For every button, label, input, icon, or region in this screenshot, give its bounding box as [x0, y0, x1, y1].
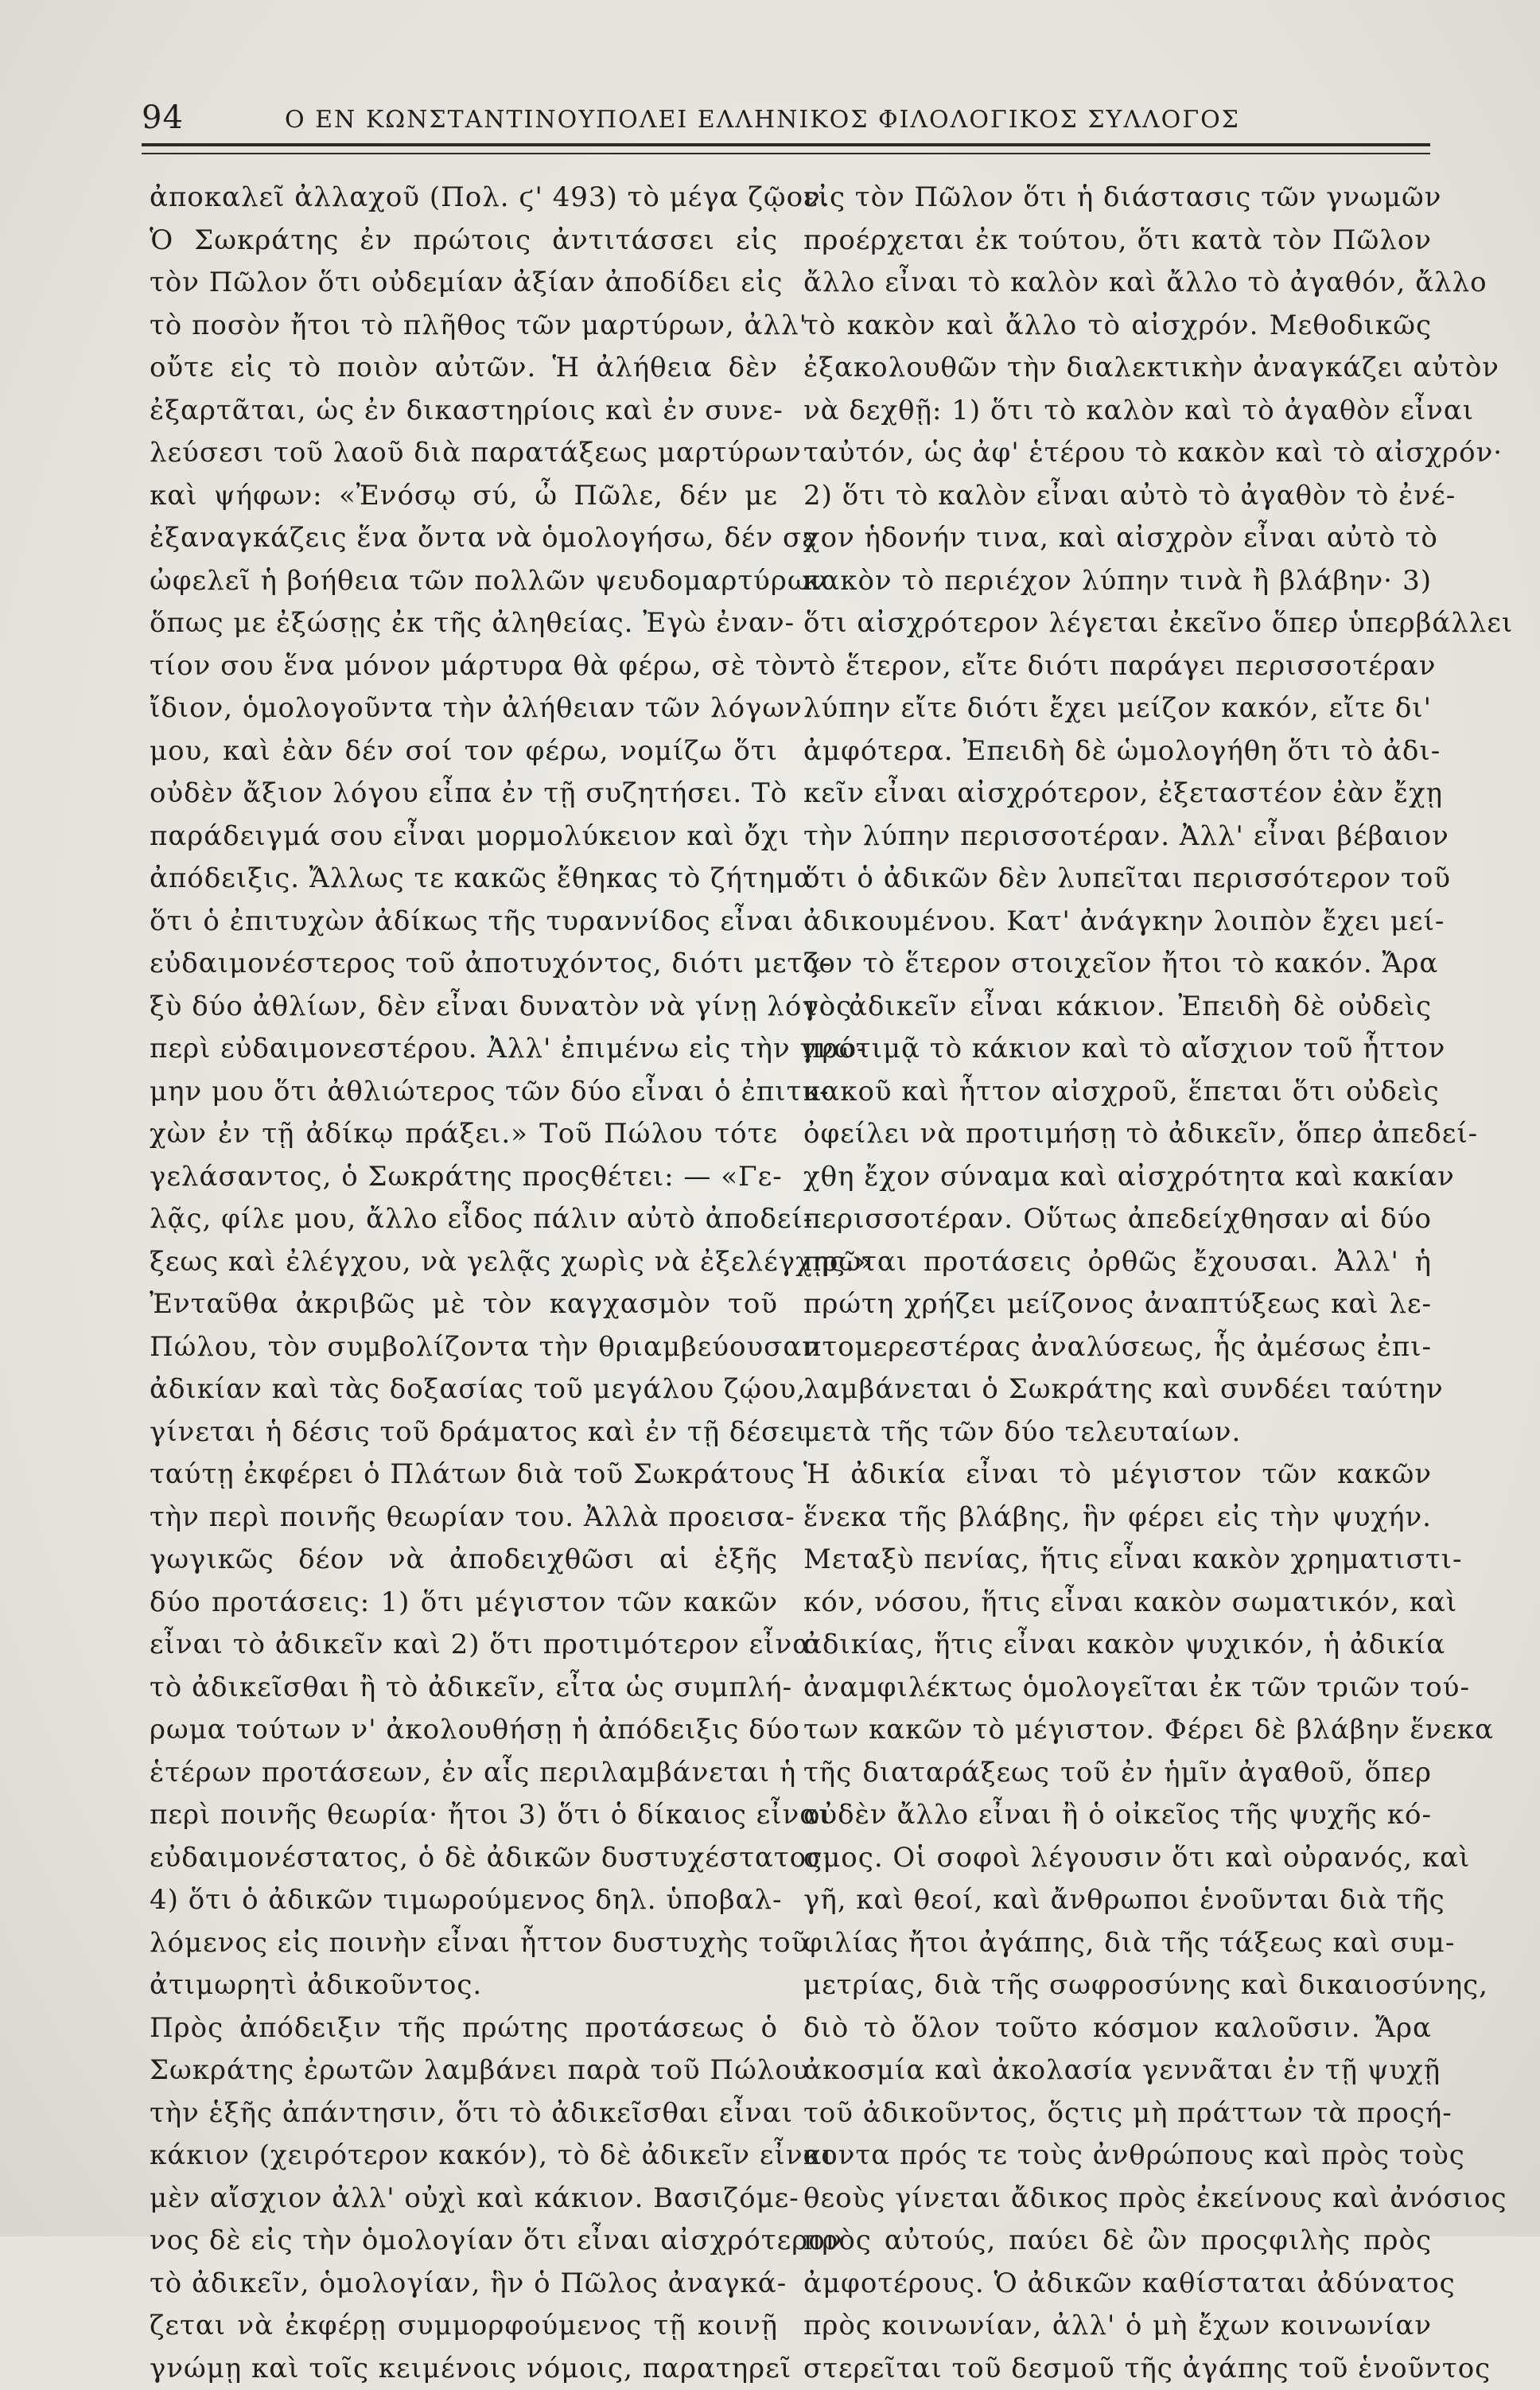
right-text-column — [803, 177, 1432, 2390]
text-line: ἀδικίας, ἥτις εἶναι κακὸν ψυχικόν, ἡ ἀδικία — [803, 1624, 1432, 1667]
text-line: ὅτι αἰσχρότερον λέγεται ἐκεῖνο ὅπερ ὑπερβάλλει — [803, 602, 1432, 645]
text-line: προτιμᾷ τὸ κάκιον καὶ τὸ αἴσχιον τοῦ ἧττον — [803, 1028, 1432, 1071]
text-line: περισσοτέραν. Οὕτως ἀπεδείχθησαν αἱ δύο — [803, 1198, 1432, 1241]
text-line: Πώλου, τὸν συμβολίζοντα τὴν θριαμβεύουσαν — [150, 1326, 778, 1369]
text-line: πρὸς αὐτούς, παύει δὲ ὢν προςφιλὴς πρὸς — [803, 2220, 1432, 2263]
text-line: κακοῦ καὶ ἧττον αἰσχροῦ, ἕπεται ὅτι οὐδεὶς — [803, 1071, 1432, 1114]
text-line: λύπην εἴτε διότι ἔχει μείζον κακόν, εἴτε δι' — [803, 687, 1432, 730]
text-line: τὸ ἕτερον, εἴτε διότι παράγει περισσοτέραν — [803, 645, 1432, 688]
text-line: οὔτε εἰς τὸ ποιὸν αὐτῶν. Ἡ ἀλήθεια δὲν — [150, 347, 778, 390]
text-line: Σωκράτης ἐρωτῶν λαμβάνει παρὰ τοῦ Πώλου — [150, 2049, 778, 2092]
text-line: ἀδικουμένου. Κατ' ἀνάγκην λοιπὸν ἔχει μεί- — [803, 901, 1432, 944]
text-line: τὸν Πῶλον ὅτι οὐδεμίαν ἀξίαν ἀποδίδει εἰς — [150, 262, 778, 305]
text-line: τίον σου ἕνα μόνον μάρτυρα θὰ φέρω, σὲ τὸν — [150, 645, 778, 688]
text-line: δύο προτάσεις: 1) ὅτι μέγιστον τῶν κακῶν — [150, 1582, 778, 1625]
text-line: κεῖν εἶναι αἰσχρότερον, ἐξεταστέον ἐὰν ἔχῃ — [803, 773, 1432, 815]
text-line: ἕνεκα τῆς βλάβης, ἣν φέρει εἰς τὴν ψυχήν. — [803, 1497, 1432, 1539]
text-line: πτομερεστέρας ἀναλύσεως, ἧς ἀμέσως ἐπι- — [803, 1326, 1432, 1369]
text-line: γίνεται ἡ δέσις τοῦ δράματος καὶ ἐν τῇ δέσει — [150, 1411, 778, 1454]
text-line: λόμενος εἰς ποινὴν εἶναι ἧττον δυστυχὴς τοῦ — [150, 1922, 778, 1965]
text-line: τὸ ἀδικεῖν εἶναι κάκιον. Ἐπειδὴ δὲ οὐδεὶς — [803, 986, 1432, 1029]
text-line: σμος. Οἱ σοφοὶ λέγουσιν ὅτι καὶ οὐρανός, καὶ — [803, 1837, 1432, 1880]
text-line: χὼν ἐν τῇ ἀδίκῳ πράξει.» Τοῦ Πώλου τότε — [150, 1113, 778, 1156]
text-line: ἀκοσμία καὶ ἀκολασία γεννᾶται ἐν τῇ ψυχῇ — [803, 2049, 1432, 2092]
text-line: Ὁ Σωκράτης ἐν πρώτοις ἀντιτάσσει εἰς — [150, 220, 778, 263]
text-line: φιλίας ἤτοι ἀγάπης, διὰ τῆς τάξεως καὶ συμ- — [803, 1922, 1432, 1965]
text-line: Πρὸς ἀπόδειξιν τῆς πρώτης προτάσεως ὁ — [150, 2007, 778, 2050]
text-line: εὐδαιμονέστατος, ὁ δὲ ἀδικῶν δυστυχέστατος· — [150, 1837, 778, 1880]
text-line: ἄλλο εἶναι τὸ καλὸν καὶ ἄλλο τὸ ἀγαθόν, ἄλλο — [803, 262, 1432, 305]
page-number: 94 — [142, 99, 184, 136]
text-line: ἀποκαλεῖ ἀλλαχοῦ (Πολ. ϛ' 493) τὸ μέγα ζῷον. — [150, 177, 778, 220]
text-line: οὐδὲν ἄλλο εἶναι ἢ ὁ οἰκεῖος τῆς ψυχῆς κό- — [803, 1794, 1432, 1837]
text-line: εὐδαιμονέστερος τοῦ ἀποτυχόντος, διότι μετα- — [150, 943, 778, 986]
text-line: ἀμφοτέρους. Ὁ ἀδικῶν καθίσταται ἀδύνατος — [803, 2263, 1432, 2306]
text-line: λᾷς, φίλε μου, ἄλλο εἶδος πάλιν αὐτὸ ἀποδεί- — [150, 1198, 778, 1241]
text-line: πρὸς κοινωνίαν, ἀλλ' ὁ μὴ ἔχων κοινωνίαν — [803, 2305, 1432, 2348]
text-line: πρώτη χρήζει μείζονος ἀναπτύξεως καὶ λε- — [803, 1283, 1432, 1326]
text-line: ὅτι ὁ ἀδικῶν δὲν λυπεῖται περισσότερον τοῦ — [803, 858, 1432, 901]
text-line: μὲν αἴσχιον ἀλλ' οὐχὶ καὶ κάκιον. Βασιζόμε- — [150, 2178, 778, 2221]
text-line: γῆ, καὶ θεοί, καὶ ἄνθρωποι ἑνοῦνται διὰ τῆς — [803, 1879, 1432, 1922]
text-line: λαμβάνεται ὁ Σωκράτης καὶ συνδέει ταύτην — [803, 1368, 1432, 1411]
text-line: εἶναι τὸ ἀδικεῖν καὶ 2) ὅτι προτιμότερον εἶναι — [150, 1624, 778, 1667]
text-line: τὸ ἀδικεῖσθαι ἢ τὸ ἀδικεῖν, εἶτα ὡς συμπλή- — [150, 1667, 778, 1710]
text-line: ὠφελεῖ ἡ βοήθεια τῶν πολλῶν ψευδομαρτύρων — [150, 560, 778, 603]
text-line: πρῶται προτάσεις ὀρθῶς ἔχουσαι. Ἀλλ' ἡ — [803, 1241, 1432, 1284]
text-line: ἐξακολουθῶν τὴν διαλεκτικὴν ἀναγκάζει αὐτὸν — [803, 347, 1432, 390]
text-line: ταύτῃ ἐκφέρει ὁ Πλάτων διὰ τοῦ Σωκράτους — [150, 1454, 778, 1497]
text-line: ἐξαναγκάζεις ἕνα ὄντα νὰ ὁμολογήσω, δέν σε — [150, 517, 778, 560]
text-line: ὅτι ὁ ἐπιτυχὼν ἀδίκως τῆς τυραννίδος εἶναι — [150, 901, 778, 944]
header-rule-thin — [142, 153, 1430, 154]
running-title: Ο ΕΝ ΚΩΝΣΤΑΝΤΙΝΟΥΠΟΛΕΙ ΕΛΛΗΝΙΚΟΣ ΦΙΛΟΛΟΓΙΚΟΣ ΣΥΛΛΟΓΟΣ — [285, 106, 1240, 134]
text-line: ἀδικίαν καὶ τὰς δοξασίας τοῦ μεγάλου ζῴου, — [150, 1368, 778, 1411]
text-line: μετὰ τῆς τῶν δύο τελευταίων. — [803, 1411, 1432, 1454]
text-line: ἀπόδειξις. Ἄλλως τε κακῶς ἔθηκας τὸ ζήτημα — [150, 858, 778, 901]
text-line: ἀτιμωρητὶ ἀδικοῦντος. — [150, 1964, 778, 2007]
text-line: ἐξαρτᾶται, ὡς ἐν δικαστηρίοις καὶ ἐν συνε- — [150, 390, 778, 433]
text-line: μου, καὶ ἐὰν δέν σοί τον φέρω, νομίζω ὅτι — [150, 730, 778, 773]
text-line: των κακῶν τὸ μέγιστον. Φέρει δὲ βλάβην ἕνεκα — [803, 1709, 1432, 1752]
text-line: τὸ ποσὸν ἤτοι τὸ πλῆθος τῶν μαρτύρων, ἀλλ' — [150, 305, 778, 348]
text-line: κακὸν τὸ περιέχον λύπην τινὰ ἢ βλάβην· 3) — [803, 560, 1432, 603]
text-line: κόν, νόσου, ἥτις εἶναι κακὸν σωματικόν, καὶ — [803, 1582, 1432, 1625]
text-line: Ἡ ἀδικία εἶναι τὸ μέγιστον τῶν κακῶν — [803, 1454, 1432, 1497]
text-line: ἀναμφιλέκτως ὁμολογεῖται ἐκ τῶν τριῶν τού- — [803, 1667, 1432, 1710]
text-line: ξεως καὶ ἐλέγχου, νὰ γελᾷς χωρὶς νὰ ἐξελέγχῃς.» — [150, 1241, 778, 1284]
text-line: μην μου ὅτι ἀθλιώτερος τῶν δύο εἶναι ὁ ἐπιτυ- — [150, 1071, 778, 1114]
text-line: τὴν ἑξῆς ἀπάντησιν, ὅτι τὸ ἀδικεῖσθαι εἶναι — [150, 2092, 778, 2135]
text-line: Ἐνταῦθα ἀκριβῶς μὲ τὸν καγχασμὸν τοῦ — [150, 1283, 778, 1326]
text-line: εἰς τὸν Πῶλον ὅτι ἡ διάστασις τῶν γνωμῶν — [803, 177, 1432, 220]
text-line: τὴν περὶ ποινῆς θεωρίαν του. Ἀλλὰ προεισα- — [150, 1497, 778, 1539]
text-line: τοῦ ἀδικοῦντος, ὅςτις μὴ πράττων τὰ προςή- — [803, 2092, 1432, 2135]
text-line: ὀφείλει νὰ προτιμήσῃ τὸ ἀδικεῖν, ὅπερ ἀπεδεί- — [803, 1113, 1432, 1156]
text-line: διὸ τὸ ὅλον τοῦτο κόσμον καλοῦσιν. Ἄρα — [803, 2007, 1432, 2050]
text-line: λεύσεσι τοῦ λαοῦ διὰ παρατάξεως μαρτύρων — [150, 432, 778, 475]
text-line: ἀμφότερα. Ἐπειδὴ δὲ ὡμολογήθη ὅτι τὸ ἀδι- — [803, 730, 1432, 773]
text-line: περὶ ποινῆς θεωρία· ἤτοι 3) ὅτι ὁ δίκαιος εἶναι — [150, 1794, 778, 1837]
text-line: τὸ ἀδικεῖν, ὁμολογίαν, ἣν ὁ Πῶλος ἀναγκά- — [150, 2263, 778, 2306]
text-line: γνώμῃ καὶ τοῖς κειμένοις νόμοις, παρατηρεῖ — [150, 2348, 778, 2390]
text-line: γελάσαντος, ὁ Σωκράτης προςθέτει: — «Γε- — [150, 1156, 778, 1199]
text-line: χον ἡδονήν τινα, καὶ αἰσχρὸν εἶναι αὐτὸ τὸ — [803, 517, 1432, 560]
text-line: ζεται νὰ ἐκφέρῃ συμμορφούμενος τῇ κοινῇ — [150, 2305, 778, 2348]
text-line: ἑτέρων προτάσεων, ἐν αἷς περιλαμβάνεται ἡ — [150, 1752, 778, 1795]
text-line: νος δὲ εἰς τὴν ὁμολογίαν ὅτι εἶναι αἰσχρότερον — [150, 2220, 778, 2263]
left-text-column — [150, 177, 778, 2390]
text-line: μετρίας, διὰ τῆς σωφροσύνης καὶ δικαιοσύνης, — [803, 1964, 1432, 2007]
text-line: χθη ἔχον σύναμα καὶ αἰσχρότητα καὶ κακίαν — [803, 1156, 1432, 1199]
text-line: θεοὺς γίνεται ἄδικος πρὸς ἐκείνους καὶ ἀνόσιος — [803, 2178, 1432, 2221]
text-line: τῆς διαταράξεως τοῦ ἐν ἡμῖν ἀγαθοῦ, ὅπερ — [803, 1752, 1432, 1795]
text-line: ταὐτόν, ὡς ἀφ' ἑτέρου τὸ κακὸν καὶ τὸ αἰσχρόν· — [803, 432, 1432, 475]
text-line: κάκιον (χειρότερον κακόν), τὸ δὲ ἀδικεῖν εἶναι — [150, 2135, 778, 2178]
text-line: προέρχεται ἐκ τούτου, ὅτι κατὰ τὸν Πῶλον — [803, 220, 1432, 263]
text-line: παράδειγμά σου εἶναι μορμολύκειον καὶ ὄχι — [150, 815, 778, 858]
text-line: οὐδὲν ἄξιον λόγου εἶπα ἐν τῇ συζητήσει. Τὸ — [150, 773, 778, 815]
text-line: ἴδιον, ὁμολογοῦντα τὴν ἀλήθειαν τῶν λόγων — [150, 687, 778, 730]
text-line: 4) ὅτι ὁ ἀδικῶν τιμωρούμενος δηλ. ὑποβαλ- — [150, 1879, 778, 1922]
text-line: στερεῖται τοῦ δεσμοῦ τῆς ἀγάπης τοῦ ἑνοῦντος — [803, 2348, 1432, 2390]
text-line: περὶ εὐδαιμονεστέρου. Ἀλλ' ἐπιμένω εἰς τὴν γνώ- — [150, 1028, 778, 1071]
text-line: κοντα πρός τε τοὺς ἀνθρώπους καὶ πρὸς τοὺς — [803, 2135, 1432, 2178]
text-line: τὴν λύπην περισσοτέραν. Ἀλλ' εἶναι βέβαιον — [803, 815, 1432, 858]
text-line: τὸ κακὸν καὶ ἄλλο τὸ αἰσχρόν. Μεθοδικῶς — [803, 305, 1432, 348]
text-line: καὶ ψήφων: «Ἐνόσῳ σύ, ὦ Πῶλε, δέν με — [150, 475, 778, 518]
text-line: ξὺ δύο ἀθλίων, δὲν εἶναι δυνατὸν νὰ γίνῃ λόγος — [150, 986, 778, 1029]
text-line: ζον τὸ ἕτερον στοιχεῖον ἤτοι τὸ κακόν. Ἄρα — [803, 943, 1432, 986]
text-line: 2) ὅτι τὸ καλὸν εἶναι αὐτὸ τὸ ἀγαθὸν τὸ ἐνέ- — [803, 475, 1432, 518]
text-line: Μεταξὺ πενίας, ἥτις εἶναι κακὸν χρηματιστι- — [803, 1539, 1432, 1582]
header-rule-thick — [142, 143, 1430, 146]
text-line: ρωμα τούτων ν' ἀκολουθήσῃ ἡ ἀπόδειξις δύο — [150, 1709, 778, 1752]
text-line: νὰ δεχθῇ: 1) ὅτι τὸ καλὸν καὶ τὸ ἀγαθὸν εἶναι — [803, 390, 1432, 433]
text-line: ὅπως με ἐξώσῃς ἐκ τῆς ἀληθείας. Ἐγὼ ἐναν- — [150, 602, 778, 645]
page-header — [142, 99, 1430, 139]
text-line: γωγικῶς δέον νὰ ἀποδειχθῶσι αἱ ἑξῆς — [150, 1539, 778, 1582]
